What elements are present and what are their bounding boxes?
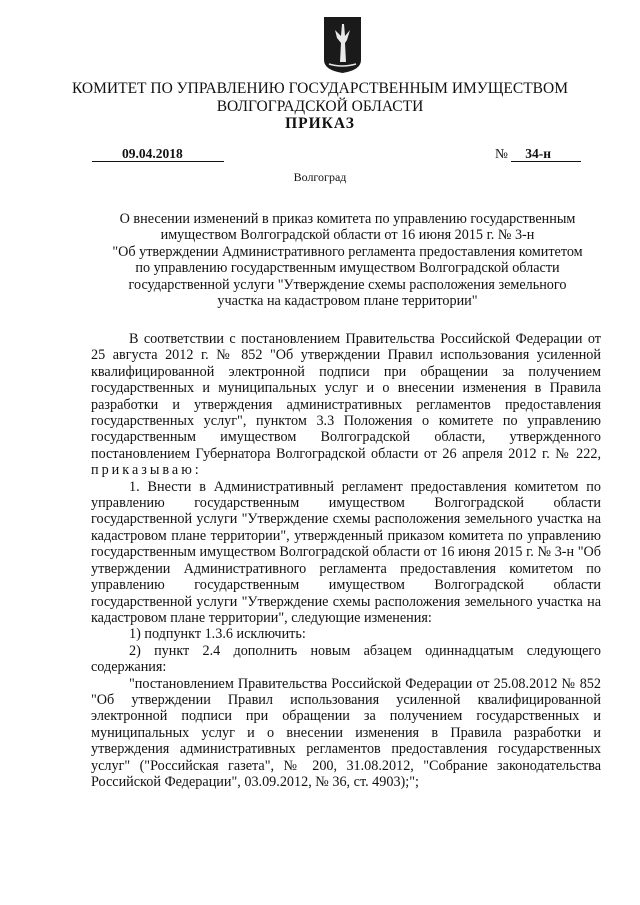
item-1-paragraph: 1. Внести в Административный регламент предоставления комитетом по управлению государственным имуществом Волгоградской области государственной услуги "Утверждение схемы расположения земельного участка на кадастровом плане территории", утвержденный приказом комитета по управлению государственным имуществом Волгоградской области от 16 июня 2015 г. № 3-н "Об утверждении Административного регламента предоставления комитетом по управлению государственным имуществом Волгоградской области государственной услуги "Утверждение схемы расположения земельного участка на кадастровом плане территории", следующие изменения: — [91, 478, 601, 626]
coat-of-arms-emblem-icon — [323, 16, 362, 74]
title-line: по управлению государственным имуществом Волгоградской области — [135, 260, 560, 277]
title-line: "Об утверждении Административного регламента предоставления комитетом — [112, 243, 583, 260]
subitem-1-paragraph: 1) подпункт 1.3.6 исключить: — [129, 626, 306, 643]
city-name: Волгоград — [293, 170, 347, 184]
number-sign: № — [495, 146, 508, 161]
committee-name-line1: КОМИТЕТ ПО УПРАВЛЕНИЮ ГОСУДАРСТВЕННЫМ ИМУЩЕСТВОМ — [71, 80, 568, 97]
title-line: имуществом Волгоградской области от 16 июня 2015 г. № 3-н — [160, 227, 535, 244]
title-line: О внесении изменений в приказ комитета по управлению государственным — [119, 211, 576, 227]
order-number: 34-н — [511, 146, 581, 162]
title-line: государственной услуги "Утверждение схемы расположения земельного — [128, 276, 567, 293]
title-line: участка на кадастровом плане территории" — [217, 293, 478, 310]
order-word: приказываю: — [91, 462, 202, 479]
order-title — [95, 211, 600, 309]
preamble-paragraph — [91, 331, 601, 479]
order-date: 09.04.2018 — [92, 146, 224, 162]
committee-name-line2: ВОЛГОГРАДСКОЙ ОБЛАСТИ — [216, 98, 424, 115]
document-type: ПРИКАЗ — [285, 115, 355, 132]
order-number-field — [495, 146, 581, 162]
preamble-text: В соответствии с постановлением Правительства Российской Федерации от 25 августа 2012 г. № 852 "Об утверждении Правил использования усиленной квалифицированной электронной подписи при обращении за получением государственных и муниципальных услуг и о внесении изменения в Правила разработки и утверждения административных регламентов предоставления государственных услуг", пунктом 3.3 Положения о комитете по управлению государственным имуществом Волгоградской области, утвержденного постановлением Губернатора Волгоградской области от 26 апреля 2012 г. № 222, — [91, 331, 601, 462]
order-body — [91, 331, 601, 790]
quoted-text-paragraph: "постановлением Правительства Российской Федерации от 25.08.2012 № 852 "Об утверждении Правил использования усиленной квалифицированной электронной подписи при обращении за получением государственных и муниципальных услуг и о внесении изменения в Правила разработки и утверждения административных регламентов предоставления государственных услуг" ("Российская газета", № 200, 31.08.2012, "Собрание законодательства Российской Федерации", 03.09.2012, № 36, ст. 4903);"; — [91, 675, 601, 790]
subitem-2-paragraph: 2) пункт 2.4 дополнить новым абзацем одиннадцатым следующего содержания: — [91, 642, 601, 676]
